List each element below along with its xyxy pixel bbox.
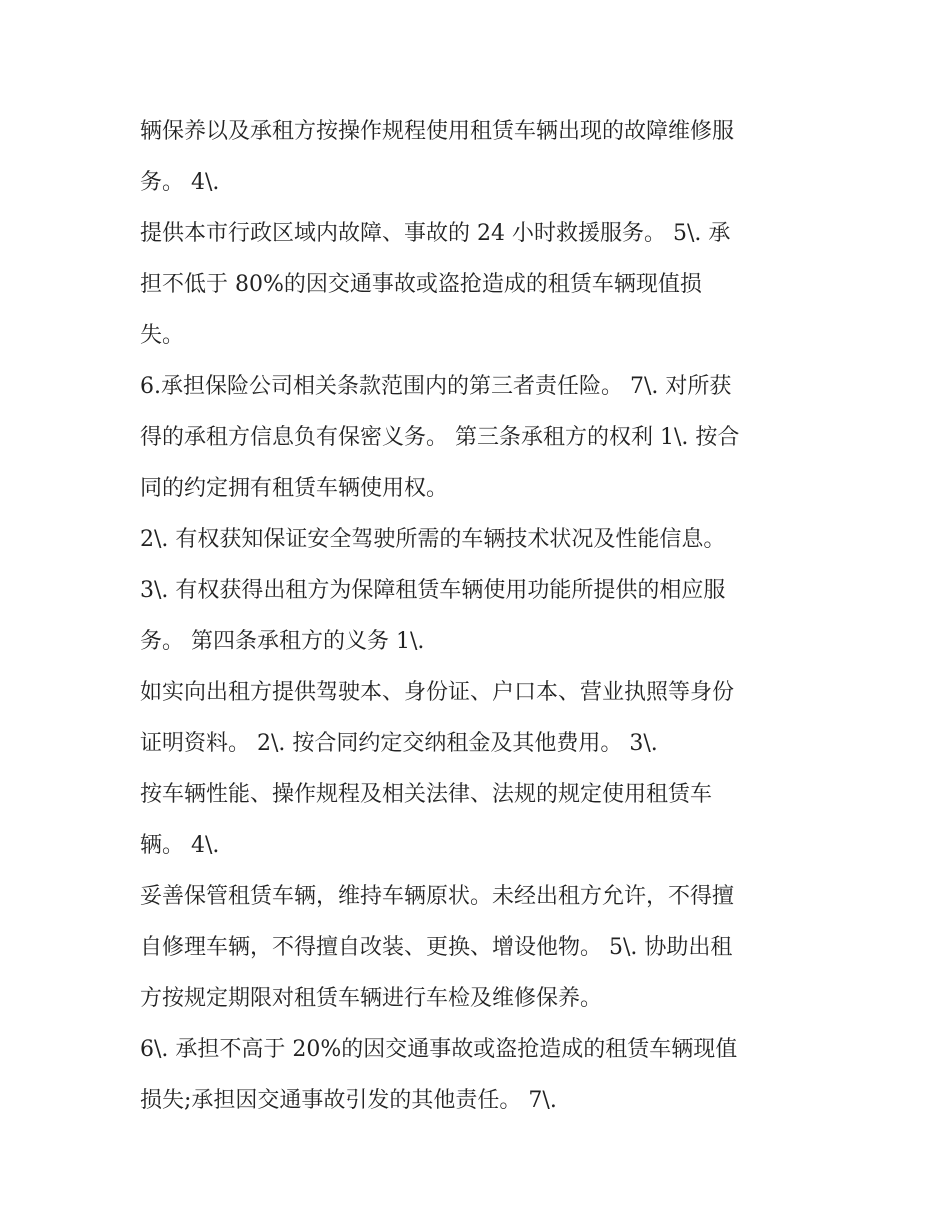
text-line: 证明资料。 2\. 按合同约定交纳租金及其他费用。 3\. — [140, 731, 658, 756]
text-line: 3\. 有权获得出租方为保障租赁车辆使用功能所提供的相应服 — [140, 578, 726, 603]
text-line: 同的约定拥有租赁车辆使用权。 — [140, 476, 449, 501]
text-line: 6\. 承担不高于 20%的因交通事故或盗抢造成的租赁车辆现值 — [140, 1037, 738, 1062]
text-line: 失。 — [140, 323, 185, 348]
text-line: 按车辆性能、操作规程及相关法律、法规的规定使用租赁车 — [140, 782, 713, 807]
text-line: 提供本市行政区域内故障、事故的 24 小时救援服务。 5\. 承 — [140, 221, 731, 246]
text-line: 自修理车辆，不得擅自改装、更换、增设他物。 5\. 协助出租 — [140, 935, 733, 960]
text-line: 妥善保管租赁车辆，维持车辆原状。未经出租方允许，不得擅 — [140, 884, 735, 909]
contract-text — [140, 106, 820, 1126]
text-line: 6.承担保险公司相关条款范围内的第三者责任险。 7\. 对所获 — [140, 374, 732, 399]
text-line: 担不低于 80%的因交通事故或盗抢造成的租赁车辆现值损 — [140, 272, 702, 297]
text-line: 损失;承担因交通事故引发的其他责任。 7\. — [140, 1088, 557, 1113]
text-line: 辆。 4\. — [140, 833, 220, 858]
text-line: 辆保养以及承租方按操作规程使用租赁车辆出现的故障维修服 — [140, 119, 735, 144]
text-line: 如实向出租方提供驾驶本、身份证、户口本、营业执照等身份 — [140, 680, 735, 705]
text-line: 2\. 有权获知保证安全驾驶所需的车辆技术状况及性能信息。 — [140, 527, 726, 552]
text-line: 务。 第四条承租方的义务 1\. — [140, 629, 425, 654]
text-line: 得的承租方信息负有保密义务。 第三条承租方的权利 1\. 按合 — [140, 425, 740, 450]
text-line: 务。 4\. — [140, 170, 220, 195]
text-line: 方按规定期限对租赁车辆进行车检及维修保养。 — [140, 986, 603, 1011]
